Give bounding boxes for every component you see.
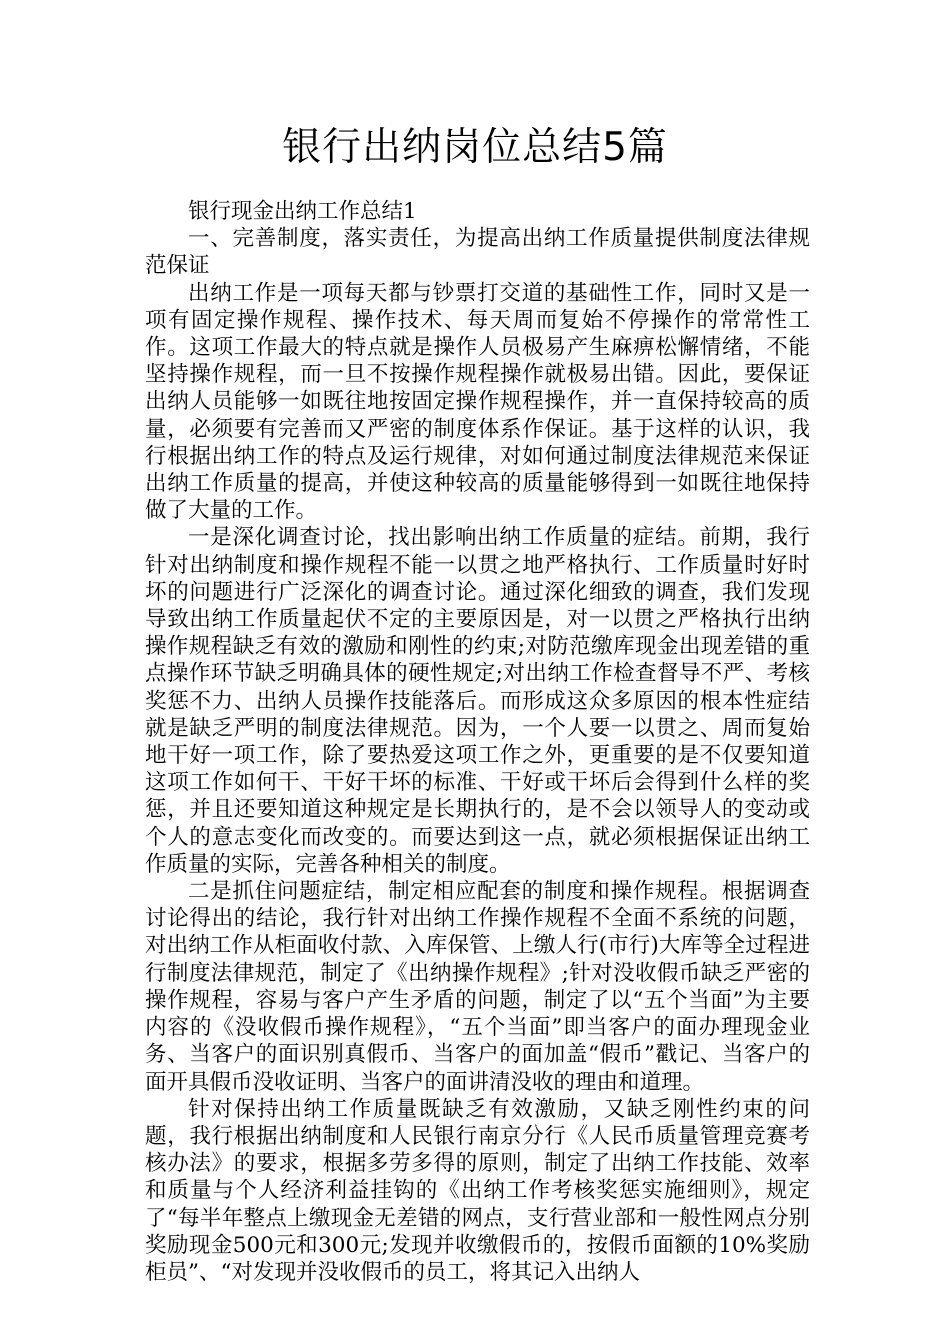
document-title: 银行出纳岗位总结5篇 <box>282 125 668 170</box>
body-paragraph: 一是深化调查讨论，找出影响出纳工作质量的症结。前期，我行针对出纳制度和操作规程不能一以贯之地严格执行、工作质量时好时坏的问题进行广泛深化的调查讨论。通过深化细致的调查，我们发现导致出纳工作质量起伏不定的主要原因是，对一以贯之严格执行出纳操作规程缺乏有效的激励和刚性的约束;对防范缴库现金出现差错的重点操作环节缺乏明确具体的硬性规定;对出纳工作检查督导不严、考核奖惩不力、出纳人员操作技能落后。而形成这众多原因的根本性症结就是缺乏严明的制度法律规范。因为，一个人要一以贯之、周而复始地干好一项工作，除了要热爱这项工作之外，更重要的是不仅要知道这项工作如何干、干好干坏的标准、干好或干坏后会得到什么样的奖惩，并且还要知道这种规定是长期执行的，是不会以领导人的变动或个人的意志变化而改变的。而要达到这一点，就必须根据保证出纳工作质量的实际，完善各种相关的制度。 <box>145 525 810 877</box>
document-body <box>145 198 810 1286</box>
section-heading: 银行现金出纳工作总结1 <box>188 199 417 224</box>
subsection-heading: 一、完善制度，落实责任，为提高出纳工作质量提供制度法律规范保证 <box>145 226 810 279</box>
body-paragraph: 出纳工作是一项每天都与钞票打交道的基础性工作，同时又是一项有固定操作规程、操作技术、每天周而复始不停操作的常常性工作。这项工作最大的特点就是操作人员极易产生麻痹松懈情绪，不能坚持操作规程，而一旦不按操作规程操作就极易出错。因此，要保证出纳人员能够一如既往地按固定操作规程操作，并一直保持较高的质量，必须要有完善而又严密的制度体系作保证。基于这样的认识，我行根据出纳工作的特点及运行规律，对如何通过制度法律规范来保证出纳工作质量的提高，并使这种较高的质量能够得到一如既往地保持做了大量的工作。 <box>145 280 810 524</box>
body-paragraph: 二是抓住问题症结，制定相应配套的制度和操作规程。根据调查讨论得出的结论，我行针对出纳工作操作规程不全面不系统的问题，对出纳工作从柜面收付款、入库保管、上缴人行(市行)大库等全过程进行制度法律规范，制定了《出纳操作规程》;针对没收假币缺乏严密的操作规程，容易与客户产生矛盾的问题，制定了以“五个当面”为主要内容的《没收假币操作规程》，“五个当面”即当客户的面办理现金业务、当客户的面识别真假币、当客户的面加盖“假币”戳记、当客户的面开具假币没收证明、当客户的面讲清没收的理由和道理。 <box>145 879 810 1095</box>
body-paragraph: 针对保持出纳工作质量既缺乏有效激励，又缺乏刚性约束的问题，我行根据出纳制度和人民银行南京分行《人民币质量管理竞赛考核办法》的要求，根据多劳多得的原则，制定了出纳工作技能、效率和质量与个人经济利益挂钩的《出纳工作考核奖惩实施细则》，规定了“每半年整点上缴现金无差错的网点，支行营业部和一般性网点分别奖励现金500元和300元;发现并收缴假币的，按假币面额的10%奖励柜员”、“对发现并没收假币的员工，将其记入出纳人 <box>145 1096 810 1285</box>
